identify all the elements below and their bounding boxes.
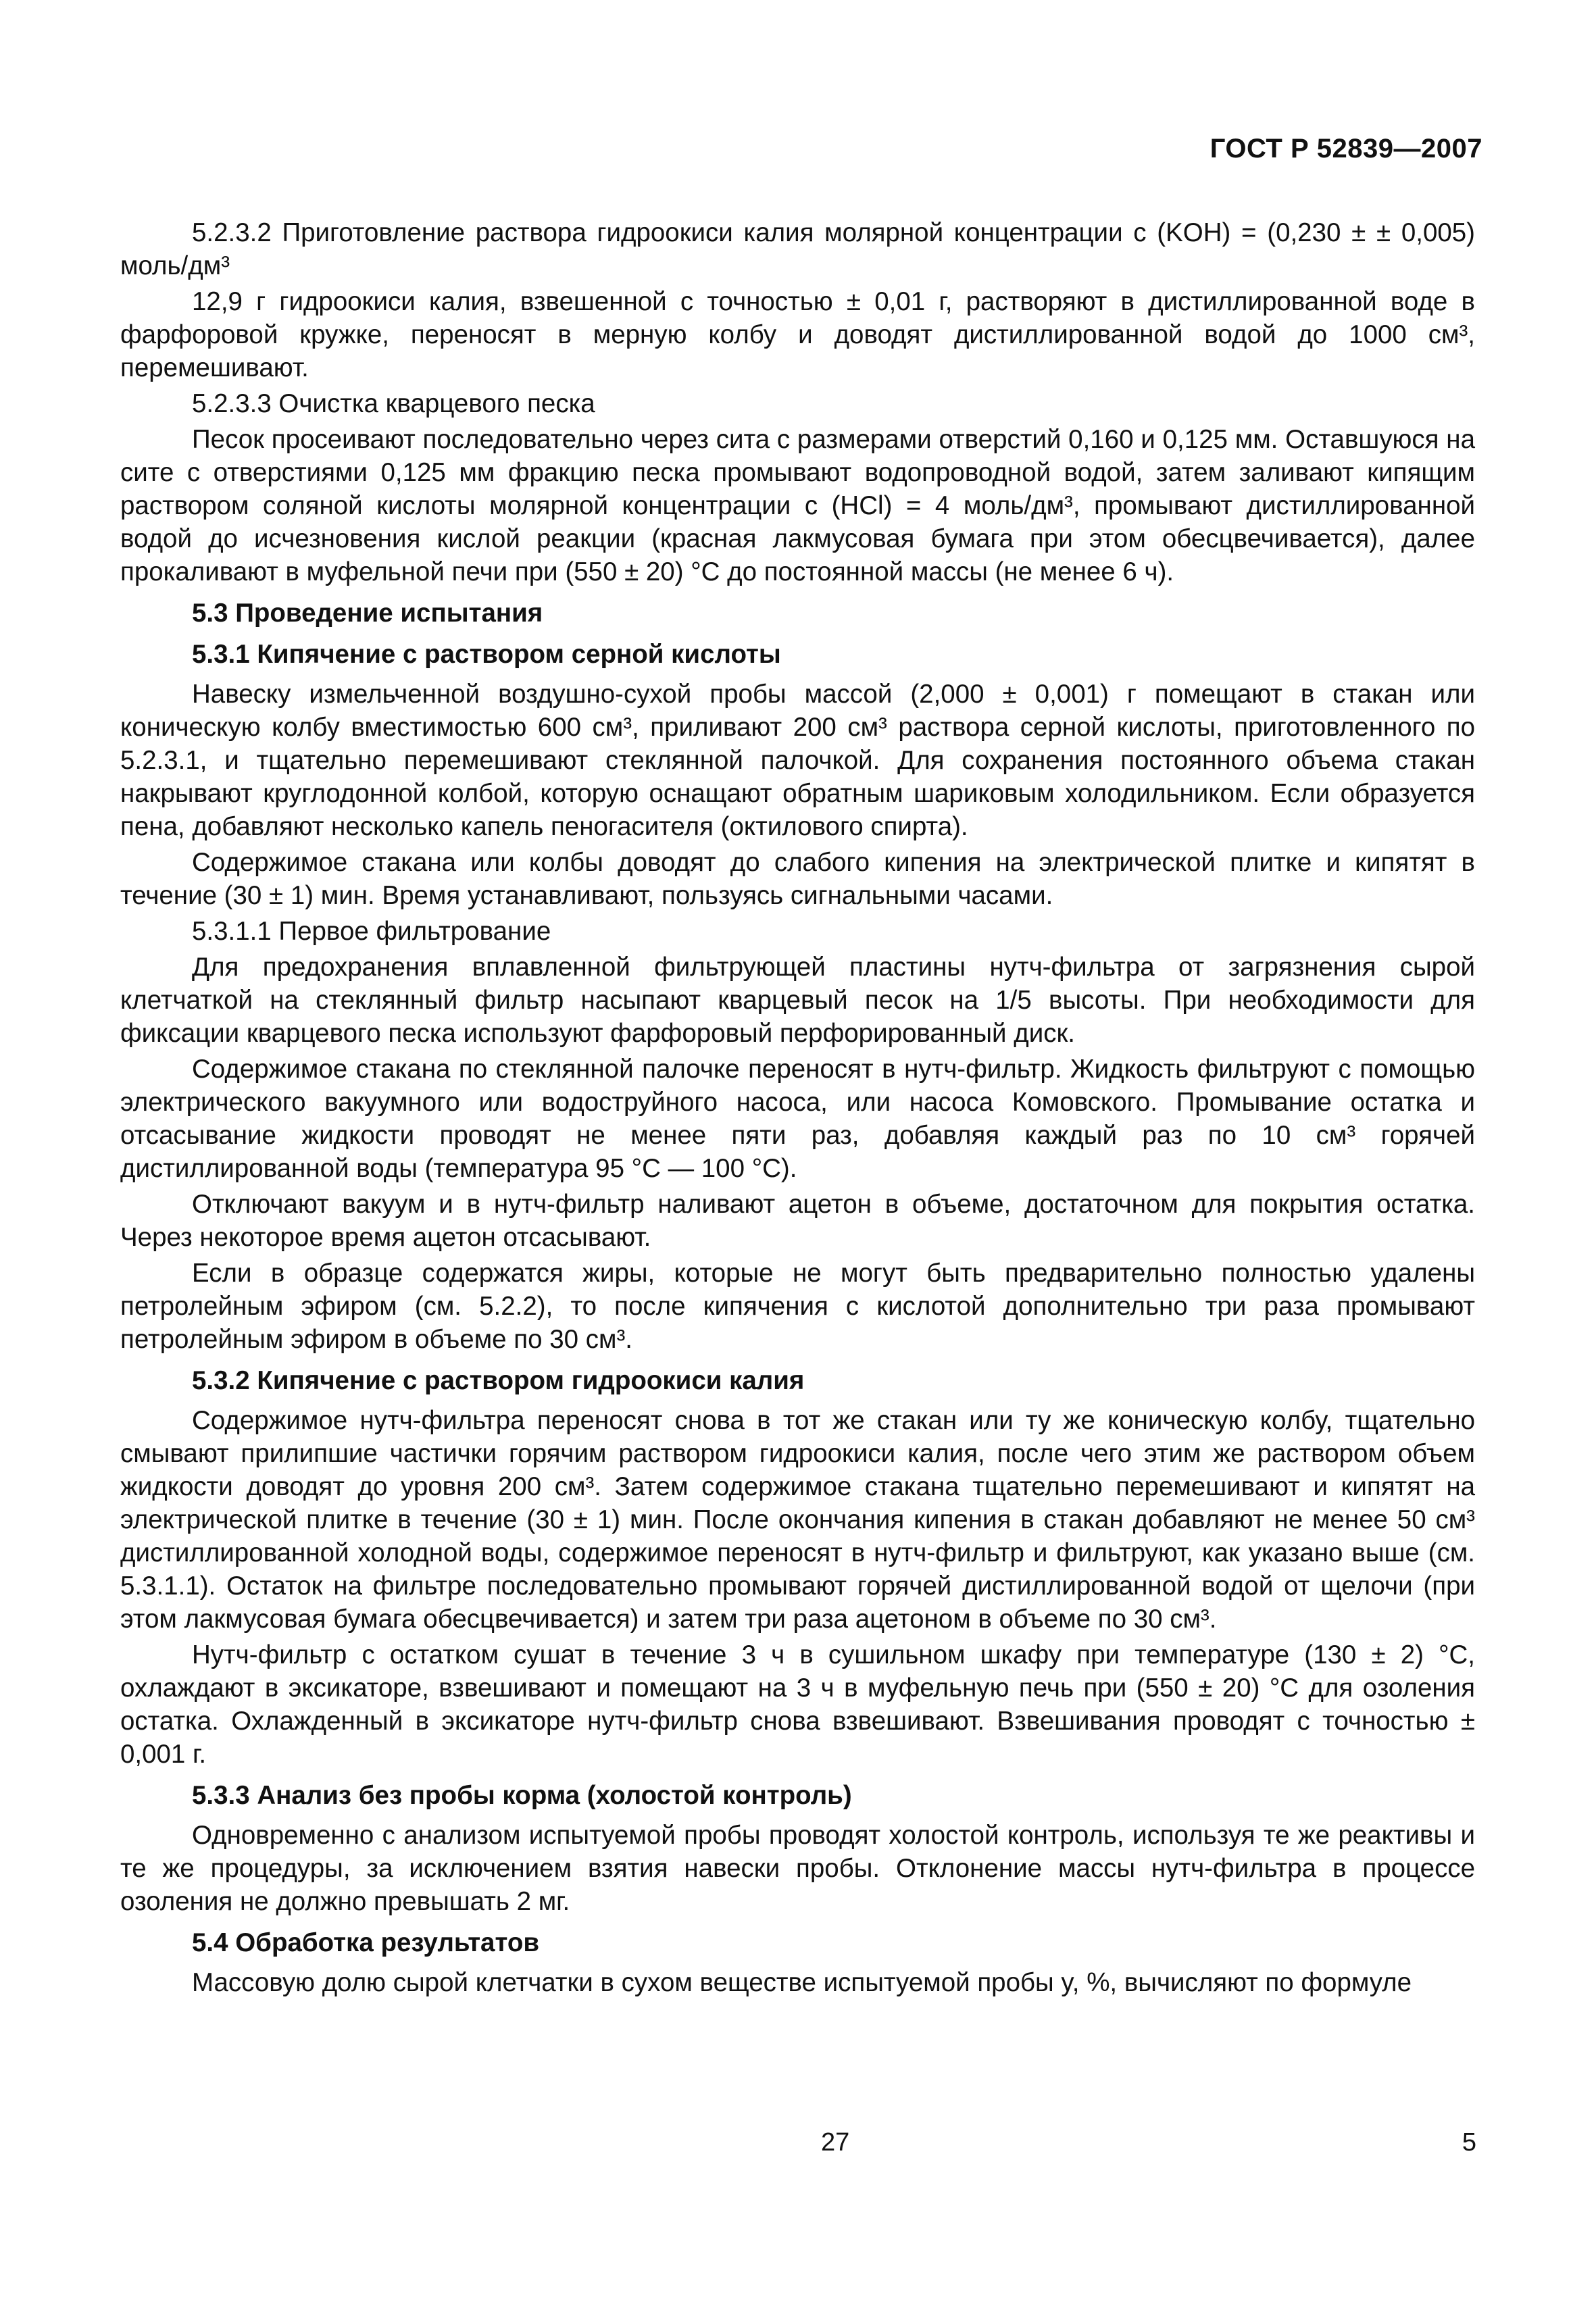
paragraph-drying: Нутч-фильтр с остатком сушат в течение 3 ч в сушильном шкафу при температуре (130 ± 2) °С, охлаждают в эксикаторе, взвешивают и помещают на 3 ч в муфельную печь при (550 ± 20) °С для озоления остатка. Охлажденный в эксикаторе нутч-фильтр снова взвешивают. Взвешивания проводят с точностью ± 0,001 г. (120, 1640, 1475, 1769)
heading-5-3: 5.3 Проведение испытания (192, 599, 543, 628)
paragraph-koh-preparation: 12,9 г гидроокиси калия, взвешенной с точностью ± 0,01 г, растворяют в дистиллированной воде в фарфоровой кружке, переносят в мерную колбу и доводят дистиллированной водой до 1000 см³, перемешивают. (120, 287, 1475, 382)
page-number-right: 5 (1462, 2128, 1476, 2157)
paragraph-sample-weighing: Навеску измельченной воздушно-сухой пробы массой (2,000 ± 0,001) г помещают в стакан или коническую колбу вместимостью 600 см³, приливают 200 см³ раствора серной кислоты, приготовленного по 5.2.3.1, и тщательно перемешивают стеклянной палочкой. Для сохранения постоянного объема стакан накрывают круглодонной колбой, которую оснащают обратным шариковым холодильником. Если образуется пена, добавляют несколько капель пеногасителя (октилового спирта). (120, 680, 1475, 841)
paragraph-koh-boiling: Содержимое нутч-фильтра переносят снова в тот же стакан или ту же коническую колбу, тщательно смывают прилипшие частички горячим раствором гидроокиси калия, после чего этим же раствором объем жидкости доводят до уровня 200 см³. Затем содержимое стакана тщательно перемешивают и кипятят на электрической плитке в течение (30 ± 1) мин. После окончания кипения в стакан добавляют не менее 50 см³ дистиллированной холодной воды, содержимое переносят в нутч-фильтр и фильтруют, как указано выше (см. 5.3.1.1). Остаток на фильтре последовательно промывают горячей дистиллированной водой от щелочи (при этом лакмусовая бумага обесцвечивается) и затем три раза ацетоном в объеме по 30 см³. (120, 1406, 1475, 1634)
paragraph-sand-cleaning: Песок просеивают последовательно через сита с размерами отверстий 0,160 и 0,125 мм. Оставшуюся на сите с отверстиями 0,125 мм фракцию песка промывают водопроводной водой, затем заливают кипящим раствором соляной кислоты молярной концентрации c (HCl) = 4 моль/дм³, промывают дистиллированной водой до исчезновения кислой реакции (красная лакмусовая бумага при этом обесцвечивается), далее прокаливают в муфельной печи при (550 ± 20) °С до постоянной массы (не менее 6 ч). (120, 425, 1475, 586)
paragraph-fats: Если в образце содержатся жиры, которые не могут быть предварительно полностью удалены петролейным эфиром (см. 5.2.2), то после кипячения с кислотой дополнительно три раза промывают петролейным эфиром в объеме по 30 см³. (120, 1259, 1475, 1354)
paragraph-5-2-3-3: 5.2.3.3 Очистка кварцевого песка (192, 389, 595, 418)
paragraph-boiling: Содержимое стакана или колбы доводят до слабого кипения на электрической плитке и кипятят в течение (30 ± 1) мин. Время устанавливают, пользуясь сигнальными часами. (120, 848, 1475, 910)
paragraph-blank-control: Одновременно с анализом испытуемой пробы проводят холостой контроль, используя те же реактивы и те же процедуры, за исключением взятия навески пробы. Отклонение массы нутч-фильтра в процессе озоления не должно превышать 2 мг. (120, 1821, 1475, 1916)
paragraph-filtration: Содержимое стакана по стеклянной палочке переносят в нутч-фильтр. Жидкость фильтруют с помощью электрического вакуумного или водоструйного насоса, или насоса Комовского. Промывание остатка и отсасывание жидкости проводят не менее пяти раз, добавляя каждый раз по 10 см³ горячей дистиллированной воды (температура 95 °С — 100 °С). (120, 1055, 1475, 1183)
heading-5-3-2: 5.3.2 Кипячение с раствором гидроокиси калия (192, 1366, 805, 1395)
paragraph-filter-protection: Для предохранения вплавленной фильтрующей пластины нутч-фильтра от загрязнения сырой клетчаткой на стеклянный фильтр насыпают кварцевый песок на 1/5 высоты. При необходимости для фиксации кварцевого песка используют фарфоровый перфорированный диск. (120, 953, 1475, 1048)
document-body (120, 216, 1475, 2002)
paragraph-5-2-3-2: 5.2.3.2 Приготовление раствора гидроокиси калия молярной концентрации c (KOH) = (0,230 ± ± 0,005) моль/дм³ (120, 218, 1475, 280)
heading-5-4: 5.4 Обработка результатов (192, 1928, 539, 1957)
paragraph-acetone: Отключают вакуум и в нутч-фильтр наливают ацетон в объеме, достаточном для покрытия остатка. Через некоторое время ацетон отсасывают. (120, 1190, 1475, 1252)
document-number-header: ГОСТ Р 52839—2007 (1210, 134, 1482, 164)
page-number-center: 27 (821, 2128, 850, 2157)
paragraph-5-3-1-1: 5.3.1.1 Первое фильтрование (192, 917, 551, 946)
heading-5-3-3: 5.3.3 Анализ без пробы корма (холостой контроль) (192, 1781, 852, 1810)
heading-5-3-1: 5.3.1 Кипячение с раствором серной кислоты (192, 640, 781, 669)
paragraph-formula-intro: Массовую долю сырой клетчатки в сухом веществе испытуемой пробы y, %, вычисляют по формуле (192, 1968, 1412, 1997)
